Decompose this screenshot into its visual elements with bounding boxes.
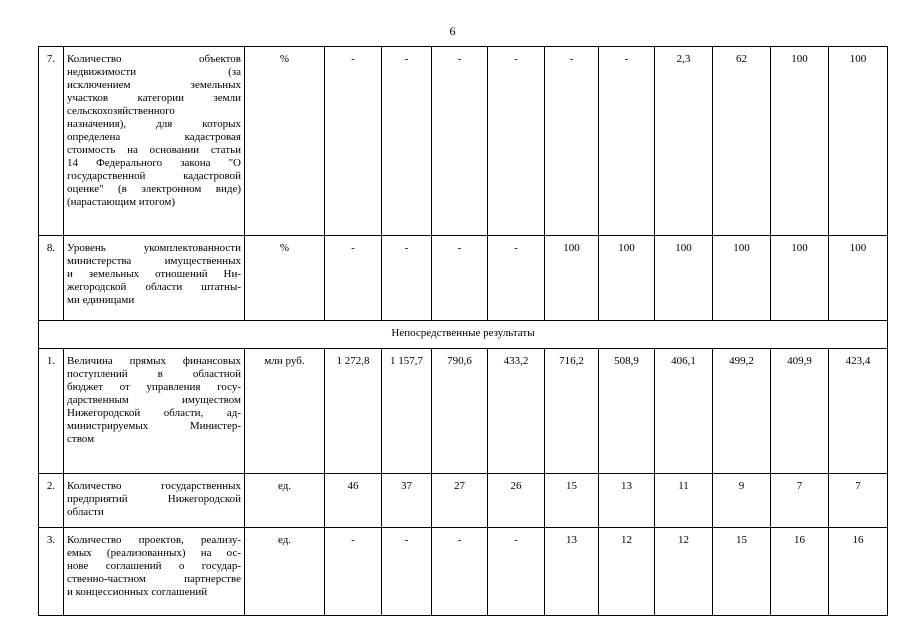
indicators-table bbox=[38, 46, 888, 616]
row-number: 7. bbox=[39, 47, 64, 236]
value-cell: 12 bbox=[599, 528, 655, 616]
value-cell: 15 bbox=[545, 474, 599, 528]
value-cell: 100 bbox=[771, 236, 829, 321]
value-cell: - bbox=[432, 528, 488, 616]
value-cell: 7 bbox=[771, 474, 829, 528]
value-cell: - bbox=[432, 236, 488, 321]
value-cell: 7 bbox=[829, 474, 888, 528]
value-cell: 13 bbox=[545, 528, 599, 616]
value-cell: 499,2 bbox=[713, 349, 771, 474]
value-cell: 508,9 bbox=[599, 349, 655, 474]
description-line: стоимость на основании статьи bbox=[67, 144, 241, 156]
value-cell: - bbox=[488, 47, 545, 236]
value-cell: 406,1 bbox=[655, 349, 713, 474]
description-line: дарственным имуществом bbox=[67, 394, 241, 406]
value-cell: 46 bbox=[325, 474, 382, 528]
value-cell: 100 bbox=[599, 236, 655, 321]
description-line: Количество государственных bbox=[67, 480, 241, 492]
table-row bbox=[39, 236, 888, 321]
value-cell: 2,3 bbox=[655, 47, 713, 236]
row-description bbox=[64, 47, 245, 236]
value-cell: 100 bbox=[713, 236, 771, 321]
table-body bbox=[39, 47, 888, 616]
row-number: 2. bbox=[39, 474, 64, 528]
description-line: ственно-частном партнерстве bbox=[67, 573, 241, 585]
value-cell: - bbox=[382, 236, 432, 321]
description-line: емых (реализованных) на ос- bbox=[67, 547, 241, 559]
value-cell: 423,4 bbox=[829, 349, 888, 474]
value-cell: 27 bbox=[432, 474, 488, 528]
value-cell: - bbox=[488, 236, 545, 321]
description-line: Уровень укомплектованности bbox=[67, 242, 241, 254]
page-number: 6 bbox=[449, 24, 456, 38]
table-row bbox=[39, 47, 888, 236]
description-line: (нарастающим итогом) bbox=[67, 196, 176, 208]
table-row bbox=[39, 474, 888, 528]
value-cell: 26 bbox=[488, 474, 545, 528]
section-title: Непосредственные результаты bbox=[39, 321, 888, 349]
description-line: предприятий Нижегородской bbox=[67, 493, 241, 505]
description-line: и концессионных соглашений bbox=[67, 586, 208, 598]
description-line: нове соглашений о государ- bbox=[67, 560, 241, 572]
value-cell: 16 bbox=[771, 528, 829, 616]
value-cell: 716,2 bbox=[545, 349, 599, 474]
value-cell: 790,6 bbox=[432, 349, 488, 474]
description-line: области bbox=[67, 506, 104, 518]
row-number: 3. bbox=[39, 528, 64, 616]
description-line: ми единицами bbox=[67, 294, 135, 306]
value-cell: - bbox=[325, 236, 382, 321]
value-cell: 37 bbox=[382, 474, 432, 528]
description-line: участков категории земли bbox=[67, 92, 241, 104]
value-cell: - bbox=[599, 47, 655, 236]
unit-cell: ед. bbox=[245, 474, 325, 528]
description-line: 14 Федерального закона "О bbox=[67, 157, 241, 169]
row-description bbox=[64, 236, 245, 321]
value-cell: - bbox=[325, 528, 382, 616]
description-line: оценке" (в электронном виде) bbox=[67, 183, 241, 195]
description-line: поступлений в областной bbox=[67, 368, 241, 380]
row-number: 8. bbox=[39, 236, 64, 321]
description-line: министерства имущественных bbox=[67, 255, 241, 267]
value-cell: 9 bbox=[713, 474, 771, 528]
value-cell: 100 bbox=[545, 236, 599, 321]
value-cell: 13 bbox=[599, 474, 655, 528]
value-cell: 11 bbox=[655, 474, 713, 528]
description-line: и земельных отношений Ни- bbox=[67, 268, 241, 280]
description-line: определена кадастровая bbox=[67, 131, 241, 143]
value-cell: - bbox=[325, 47, 382, 236]
value-cell: - bbox=[382, 528, 432, 616]
description-line: недвижимости (за bbox=[67, 66, 241, 78]
value-cell: - bbox=[545, 47, 599, 236]
unit-cell: ед. bbox=[245, 528, 325, 616]
description-line: бюджет от управления госу- bbox=[67, 381, 241, 393]
description-line: ством bbox=[67, 433, 95, 445]
table-row bbox=[39, 528, 888, 616]
value-cell: 100 bbox=[829, 236, 888, 321]
row-number: 1. bbox=[39, 349, 64, 474]
description-line: исключением земельных bbox=[67, 79, 241, 91]
value-cell: 409,9 bbox=[771, 349, 829, 474]
value-cell: 100 bbox=[655, 236, 713, 321]
unit-cell: % bbox=[245, 236, 325, 321]
unit-cell: % bbox=[245, 47, 325, 236]
value-cell: 12 bbox=[655, 528, 713, 616]
value-cell: 1 272,8 bbox=[325, 349, 382, 474]
description-line: жегородской области штатны- bbox=[67, 281, 241, 293]
description-line: государственной кадастровой bbox=[67, 170, 241, 182]
table-row bbox=[39, 349, 888, 474]
unit-cell: млн руб. bbox=[245, 349, 325, 474]
value-cell: - bbox=[488, 528, 545, 616]
description-line: назначения), для которых bbox=[67, 118, 241, 130]
row-description bbox=[64, 474, 245, 528]
value-cell: 62 bbox=[713, 47, 771, 236]
description-line: Количество проектов, реализу- bbox=[67, 534, 241, 546]
description-line: Количество объектов bbox=[67, 53, 241, 65]
value-cell: 100 bbox=[771, 47, 829, 236]
description-line: сельскохозяйственного bbox=[67, 105, 175, 117]
description-line: Величина прямых финансовых bbox=[67, 355, 241, 367]
row-description bbox=[64, 528, 245, 616]
value-cell: 1 157,7 bbox=[382, 349, 432, 474]
row-description bbox=[64, 349, 245, 474]
value-cell: - bbox=[432, 47, 488, 236]
description-line: министрируемых Министер- bbox=[67, 420, 241, 432]
value-cell: 15 bbox=[713, 528, 771, 616]
description-line: Нижегородской области, ад- bbox=[67, 407, 241, 419]
section-row bbox=[39, 321, 888, 349]
value-cell: 16 bbox=[829, 528, 888, 616]
value-cell: - bbox=[382, 47, 432, 236]
value-cell: 433,2 bbox=[488, 349, 545, 474]
value-cell: 100 bbox=[829, 47, 888, 236]
